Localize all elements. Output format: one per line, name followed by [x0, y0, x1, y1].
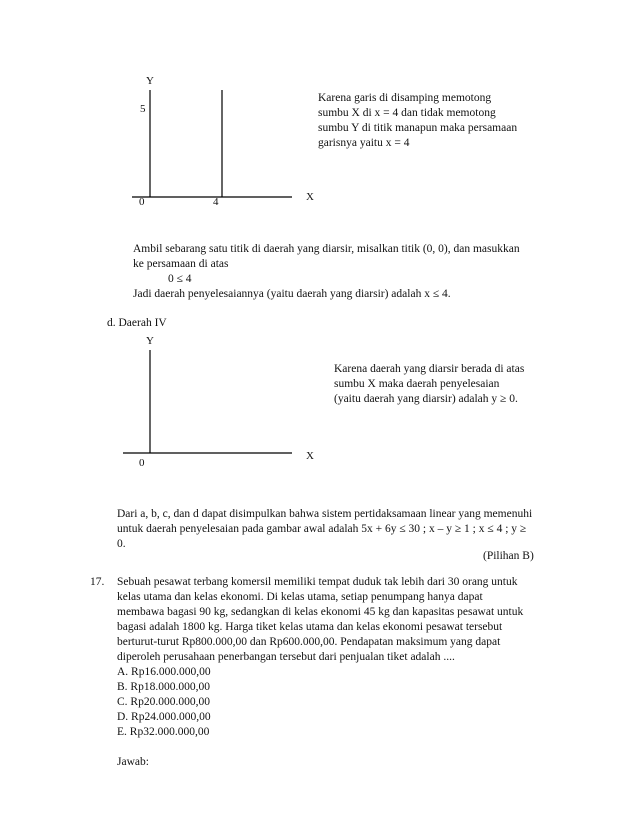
text-line: untuk daerah penyelesaian pada gambar awal adalah 5x + 6y ≤ 30 ; x – y ≥ 1 ; x ≤ 4 ; y ≥ — [117, 523, 527, 535]
text-line: Dari a, b, c, dan d dapat disimpulkan bahwa sistem pertidaksamaan linear yang memenuhi — [117, 508, 533, 520]
note-line: sumbu X di x = 4 dan tidak memotong — [318, 107, 496, 119]
note-line: (yaitu daerah yang diarsir) adalah y ≥ 0. — [334, 393, 518, 405]
answer-label: Jawab: — [117, 756, 149, 768]
note-line: Karena daerah yang diarsir berada di atas — [334, 363, 525, 375]
option-e: E. Rp32.000.000,00 — [117, 726, 210, 738]
text-line: 0. — [117, 538, 126, 550]
graph-2-y-label: Y — [146, 335, 154, 347]
graph-1-tick-y: 5 — [140, 103, 146, 115]
note-line: Karena garis di disamping memotong — [318, 92, 492, 104]
question-line: berturut-turut Rp800.000,00 dan Rp600.000,00. Pendapatan maksimum yang dapat — [117, 636, 501, 648]
question-line: diperoleh perusahaan penerbangan tersebut dari penjualan tiket adalah .... — [117, 651, 455, 663]
graph-1-x-label: X — [306, 191, 314, 203]
question-number: 17. — [90, 576, 105, 588]
choice-note: (Pilihan B) — [483, 550, 534, 562]
text-line: ke persamaan di atas — [133, 258, 229, 270]
graph-2-x-label: X — [306, 450, 314, 462]
option-d: D. Rp24.000.000,00 — [117, 711, 211, 723]
inequality-line: 0 ≤ 4 — [168, 273, 192, 285]
text-line: Ambil sebarang satu titik di daerah yang diarsir, misalkan titik (0, 0), dan masukkan — [133, 243, 520, 255]
note-line: garisnya yaitu x = 4 — [318, 137, 410, 149]
text-line: Jadi daerah penyelesaiannya (yaitu daerah yang diarsir) adalah x ≤ 4. — [133, 288, 451, 300]
option-c: C. Rp20.000.000,00 — [117, 696, 210, 708]
note-line: sumbu Y di titik manapun maka persamaan — [318, 122, 518, 134]
graph-2-origin: 0 — [139, 457, 145, 469]
question-line: kelas utama dan kelas ekonomi. Di kelas utama, setiap penumpang hanya dapat — [117, 591, 483, 603]
question-line: bagasi adalah 1800 kg. Harga tiket kelas utama dan kelas ekonomi pesawat tersebut — [117, 621, 503, 633]
option-b: B. Rp18.000.000,00 — [117, 681, 210, 693]
graph-1-tick-x: 4 — [213, 196, 219, 208]
section-d-heading: d. Daerah IV — [107, 317, 167, 329]
note-line: sumbu X maka daerah penyelesaian — [334, 378, 500, 390]
graph-1-origin: 0 — [139, 196, 145, 208]
question-line: membawa bagasi 90 kg, sedangkan di kelas ekonomi 45 kg dan kapasitas pesawat untuk — [117, 606, 524, 618]
option-a: A. Rp16.000.000,00 — [117, 666, 211, 678]
question-line: Sebuah pesawat terbang komersil memiliki tempat duduk tak lebih dari 30 orang untuk — [117, 576, 518, 588]
graph-1-y-label: Y — [146, 75, 154, 87]
